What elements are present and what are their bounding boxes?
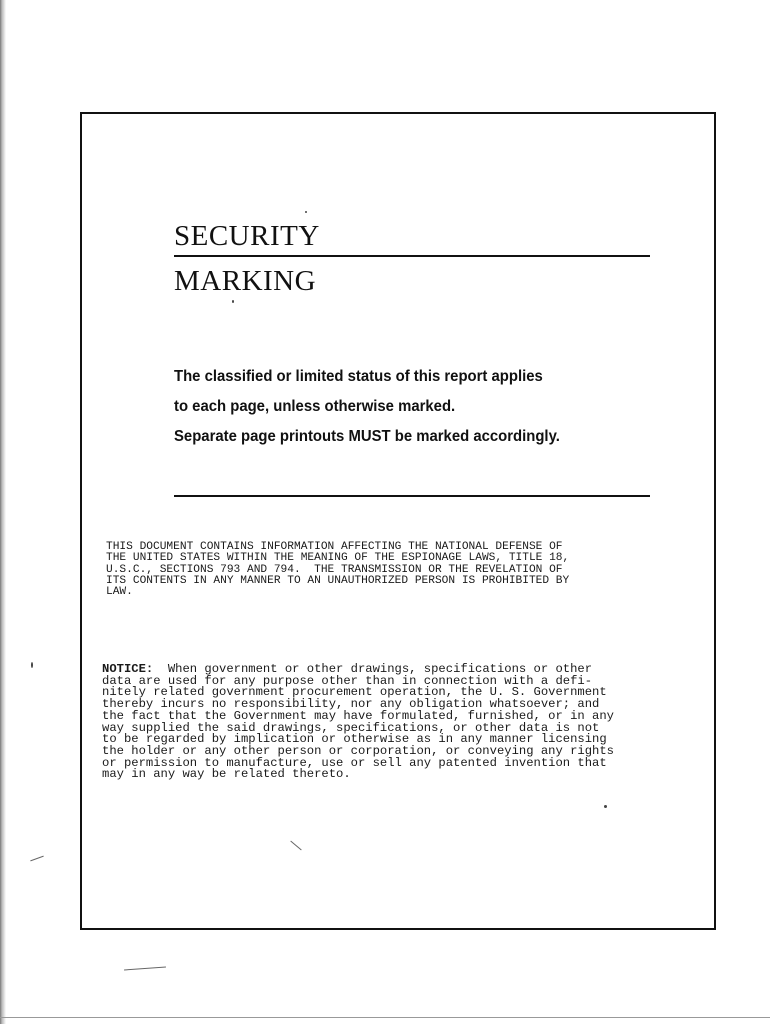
status-line-2: to each page, unless otherwise marked. — [174, 398, 456, 415]
notice-line: the fact that the Government may have formulated, furnished, or in any — [102, 708, 614, 723]
title-line-2: MARKING — [174, 265, 317, 297]
espionage-law-notice — [106, 542, 569, 598]
notice-line: When government or other drawings, specifications or other — [153, 662, 593, 676]
scan-speck — [604, 805, 607, 808]
status-line-3: Separate page printouts MUST be marked accordingly. — [174, 428, 560, 445]
scan-pen-mark — [124, 967, 166, 971]
notice-lead: NOTICE: — [102, 662, 154, 676]
section-divider-rule — [174, 495, 650, 497]
notice-line: data are used for any purpose other than in connection with a defi- — [102, 673, 593, 688]
classification-status-text — [174, 362, 639, 452]
notice-line: nitely related government procurement operation, the U. S. Government — [102, 685, 607, 700]
title-rule — [174, 255, 650, 257]
security-marking-title — [174, 218, 650, 299]
status-line-1: The classified or limited status of this report applies — [174, 368, 543, 385]
notice-line: thereby incurs no responsibility, nor any obligation whatsoever; and — [102, 697, 600, 712]
notice-line: way supplied the said drawings, specifications, or other data is not — [102, 720, 600, 735]
scan-speck — [305, 211, 307, 213]
notice-line: to be regarded by implication or otherwise as in any manner licensing — [102, 732, 607, 747]
espionage-line: ITS CONTENTS IN ANY MANNER TO AN UNAUTHORIZED PERSON IS PROHIBITED BY — [106, 574, 570, 587]
scan-edge-bottom — [0, 1017, 770, 1018]
scan-edge-left — [0, 0, 6, 1024]
notice-line: may in any way be related thereto. — [102, 767, 351, 782]
scan-speck — [232, 300, 234, 303]
government-drawings-notice — [102, 664, 614, 781]
espionage-line: U.S.C., SECTIONS 793 AND 794. THE TRANSMISSION OR THE REVELATION OF — [106, 563, 563, 576]
espionage-line: THE UNITED STATES WITHIN THE MEANING OF THE ESPIONAGE LAWS, TITLE 18, — [106, 552, 570, 565]
scan-pen-mark — [30, 856, 43, 862]
notice-line: the holder or any other person or corporation, or conveying any rights — [102, 743, 614, 758]
espionage-line: THIS DOCUMENT CONTAINS INFORMATION AFFECTING THE NATIONAL DEFENSE OF — [106, 541, 563, 553]
espionage-line: LAW. — [106, 586, 133, 599]
title-line-1: SECURITY — [174, 220, 320, 252]
scan-speck — [31, 662, 33, 668]
notice-line: or permission to manufacture, use or sell any patented invention that — [102, 755, 607, 770]
